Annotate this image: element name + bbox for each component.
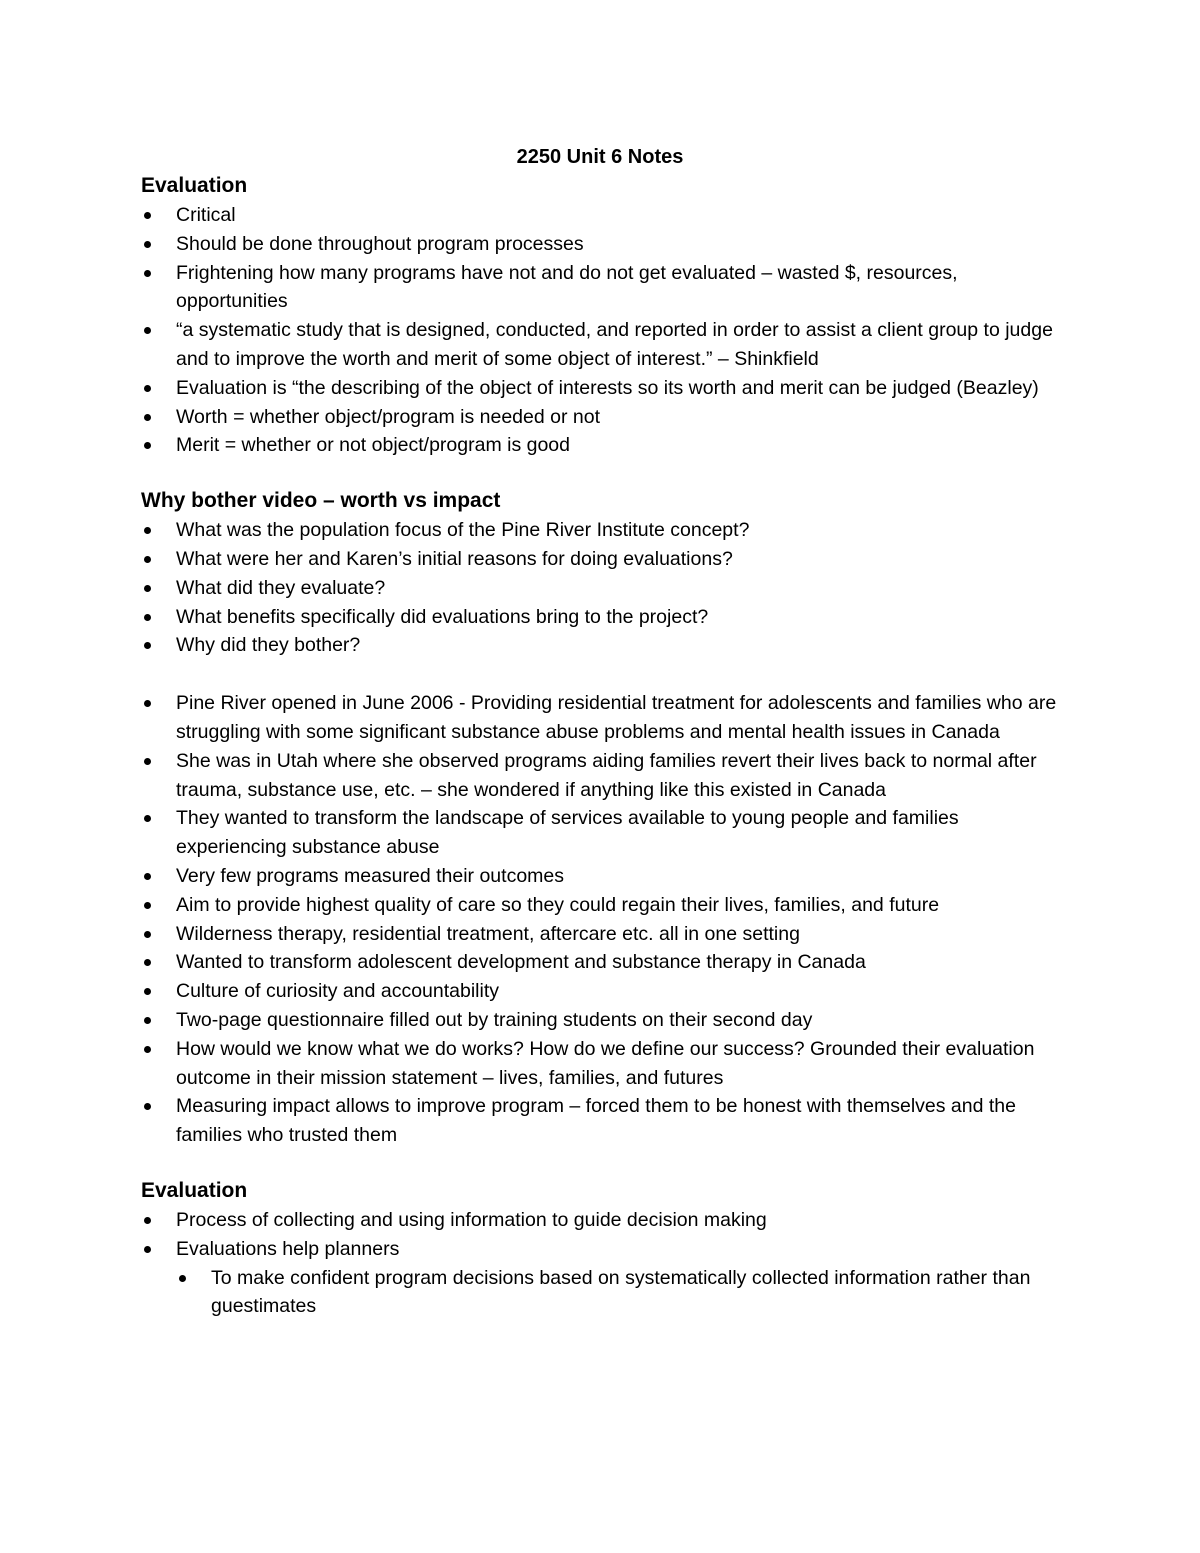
bullet-list	[141, 516, 1061, 660]
bullet-icon	[144, 902, 151, 909]
list-item	[141, 862, 1061, 891]
list-item-text: Critical	[176, 204, 236, 226]
list-item	[141, 747, 1061, 805]
bullet-icon	[144, 1246, 151, 1253]
spacer	[141, 460, 1061, 488]
section-heading-why-bother: Why bother video – worth vs impact	[141, 489, 501, 513]
list-item-text: Evaluation is “the describing of the object of interests so its worth and merit can be judged (Beazley)	[176, 376, 1039, 399]
document-body	[141, 173, 1061, 1321]
list-item	[141, 1092, 1061, 1150]
bullet-icon	[144, 642, 151, 649]
list-item-text: What did they evaluate?	[176, 576, 386, 599]
list-item-text: Worth = whether object/program is needed or not	[176, 405, 601, 428]
list-item-text: Frightening how many programs have not and do not get evaluated – wasted $, resources, opportunities	[176, 261, 958, 313]
list-item-text: They wanted to transform the landscape of services available to young people and families experiencing substance abuse	[176, 807, 959, 859]
list-item	[141, 516, 1061, 545]
list-item-text: Why did they bother?	[176, 634, 361, 657]
list-item	[141, 230, 1061, 259]
list-item	[141, 574, 1061, 603]
bullet-icon	[144, 959, 151, 966]
bullet-icon	[144, 241, 151, 248]
section-heading-evaluation: Evaluation	[141, 174, 248, 197]
list-item	[141, 259, 1061, 317]
list-item	[141, 316, 1061, 374]
list-item-text: To make confident program decisions based on systematically collected information rather than guestimates	[211, 1266, 1031, 1318]
bullet-icon	[144, 1017, 151, 1024]
sub-list-item	[141, 1264, 1061, 1322]
list-item	[141, 1035, 1061, 1093]
list-item	[141, 689, 1061, 747]
list-item-text: Pine River opened in June 2006 - Providing residential treatment for adolescents and families who are struggling with some significant substance abuse problems and mental health issues in Canada	[176, 692, 1057, 743]
bullet-icon	[144, 212, 151, 219]
list-item	[141, 631, 1061, 660]
bullet-list	[141, 1206, 1061, 1264]
list-item-text: Culture of curiosity and accountability	[176, 980, 499, 1003]
list-item	[141, 977, 1061, 1006]
bullet-list	[141, 201, 1061, 460]
list-item-text: Very few programs measured their outcomes	[176, 864, 565, 887]
list-item-text: Merit = whether or not object/program is good	[176, 434, 570, 457]
list-item-text: She was in Utah where she observed programs aiding families revert their lives back to normal after trauma, substance use, etc. – she wondered if anything like this existed in Canada	[176, 749, 1037, 801]
bullet-icon	[144, 556, 151, 563]
list-item	[141, 948, 1061, 977]
sub-bullet-list	[141, 1264, 1061, 1322]
bullet-icon	[144, 327, 151, 334]
bullet-list	[141, 689, 1061, 1150]
list-item-text: “a systematic study that is designed, conducted, and reported in order to assist a client group to judge and to improve the worth and merit of some object of interest.” – Shinkfield	[176, 319, 1053, 370]
bullet-icon	[144, 614, 151, 621]
bullet-icon	[144, 270, 151, 277]
bullet-icon	[144, 1046, 151, 1053]
bullet-icon	[144, 1103, 151, 1110]
bullet-icon	[144, 585, 151, 592]
section-heading-evaluation-2: Evaluation	[141, 1178, 248, 1202]
bullet-icon	[179, 1275, 186, 1282]
list-item-text: Two-page questionnaire filled out by training students on their second day	[176, 1008, 813, 1031]
list-item	[141, 1006, 1061, 1035]
bullet-icon	[144, 442, 151, 449]
bullet-icon	[144, 931, 151, 938]
bullet-icon	[144, 988, 151, 995]
list-item-text: What benefits specifically did evaluations bring to the project?	[176, 605, 709, 628]
spacer	[141, 660, 1061, 689]
list-item	[141, 201, 1061, 230]
list-item-text: Evaluations help planners	[176, 1237, 400, 1260]
list-item-text: What was the population focus of the Pine River Institute concept?	[176, 519, 750, 542]
bullet-icon	[144, 700, 151, 707]
bullet-icon	[144, 1217, 151, 1224]
list-item-text: Wanted to transform adolescent development and substance therapy in Canada	[176, 951, 866, 974]
document-title: 2250 Unit 6 Notes	[516, 146, 684, 168]
list-item	[141, 920, 1061, 949]
list-item-text: What were her and Karen’s initial reasons for doing evaluations?	[176, 547, 733, 570]
bullet-icon	[144, 815, 151, 822]
list-item-text: How would we know what we do works? How do we define our success? Grounded their evaluation outcome in their mission statement – lives, families, and futures	[176, 1037, 1035, 1089]
bullet-icon	[144, 385, 151, 392]
bullet-icon	[144, 414, 151, 421]
list-item-text: Process of collecting and using information to guide decision making	[176, 1208, 767, 1231]
list-item	[141, 403, 1061, 432]
list-item-text: Aim to provide highest quality of care so they could regain their lives, families, and future	[176, 893, 940, 916]
bullet-icon	[144, 527, 151, 534]
list-item	[141, 431, 1061, 460]
list-item-text: Should be done throughout program processes	[176, 232, 584, 255]
list-item	[141, 1206, 1061, 1235]
list-item	[141, 374, 1061, 403]
list-item	[141, 804, 1061, 862]
list-item-text: Wilderness therapy, residential treatment, aftercare etc. all in one setting	[176, 922, 800, 945]
list-item	[141, 545, 1061, 574]
spacer	[141, 1150, 1061, 1178]
list-item	[141, 891, 1061, 920]
list-item	[141, 603, 1061, 632]
bullet-icon	[144, 873, 151, 880]
list-item-text: Measuring impact allows to improve program – forced them to be honest with themselves and the families who trusted them	[176, 1095, 1016, 1147]
bullet-icon	[144, 758, 151, 765]
list-item	[141, 1235, 1061, 1264]
